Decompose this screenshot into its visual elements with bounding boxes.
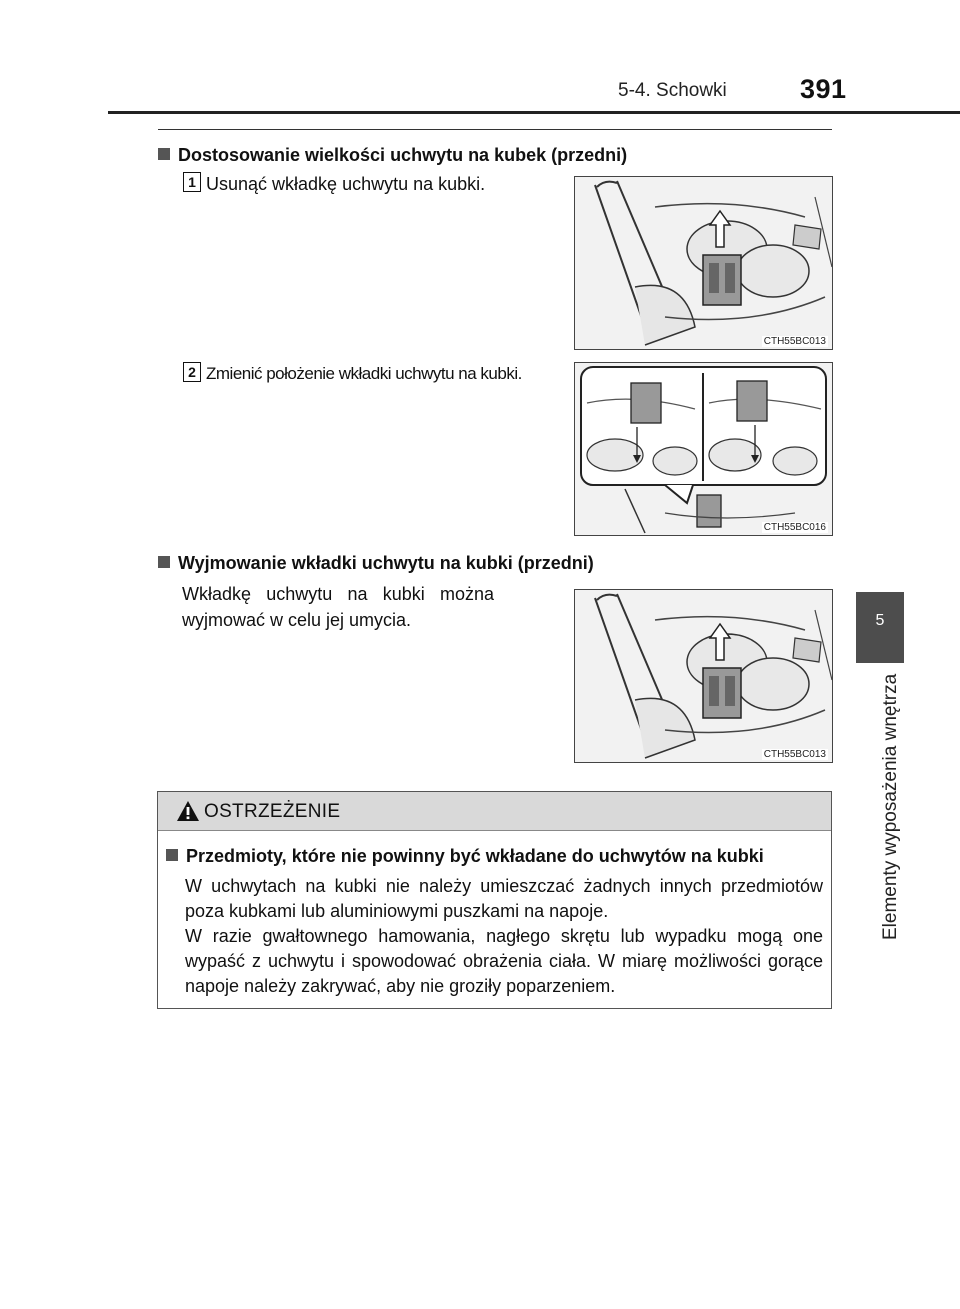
section-heading-remove-text: Wyjmowanie wkładki uchwytu na kubki (przedni) (178, 553, 594, 573)
section-heading-adjust (158, 145, 627, 166)
warning-triangle-icon (176, 800, 200, 822)
header-divider (108, 111, 960, 114)
section-title: 5-4. Schowki (618, 80, 727, 101)
cup-holder-reposition-illustration (575, 363, 832, 535)
figure-remove-insert (574, 176, 833, 350)
figure-reposition-insert (574, 362, 833, 536)
step-1-text: Usunąć wkładkę uchwytu na kubki. (206, 174, 486, 194)
square-bullet-icon (158, 556, 170, 568)
warning-box (157, 791, 832, 1009)
warning-title: OSTRZEŻENIE (204, 801, 341, 822)
removal-text-line-1: Wkładkę uchwytu na kubki można (182, 584, 494, 604)
content-divider (158, 129, 832, 130)
chapter-title: Elementy wyposażenia wnętrza (880, 673, 901, 940)
figure-code: CTH55BC016 (763, 522, 826, 533)
section-heading-remove (158, 553, 594, 574)
warning-heading-text: Przedmioty, które nie powinny być wkładane do uchwytów na kubki (186, 846, 764, 866)
square-bullet-icon (166, 849, 178, 861)
cup-holder-illustration (575, 177, 832, 349)
chapter-tab[interactable] (856, 592, 904, 663)
warning-header (158, 792, 831, 831)
chapter-number: 5 (875, 612, 885, 629)
section-heading-adjust-text: Dostosowanie wielkości uchwytu na kubek (przedni) (178, 145, 628, 165)
step-number-badge: 1 (183, 172, 201, 192)
figure-code: CTH55BC013 (763, 336, 826, 347)
warning-heading (166, 846, 764, 867)
warning-body (185, 874, 823, 999)
removal-text-line-2: wyjmować w celu jej umycia. (182, 610, 412, 630)
cup-holder-cleaning-illustration (575, 590, 832, 762)
figure-code: CTH55BC013 (763, 749, 826, 760)
step-number-badge: 2 (183, 362, 201, 382)
warning-paragraph-1: W uchwytach na kubki nie należy umieszczać żadnych innych przedmiotów poza kubkami lub aluminiowymi puszkami na napoje. (185, 876, 823, 921)
figure-remove-for-cleaning (574, 589, 833, 763)
warning-paragraph-2: W razie gwałtownego hamowania, nagłego skrętu lub wypadku mogą one wypaść z uchwytu i spowodować obrażenia ciała. W miarę możliwości gorące napoje należy zakrywać, aby nie groziły poparzeniem. (185, 926, 823, 996)
step-2-text: Zmienić położenie wkładki uchwytu na kubki. (206, 364, 522, 383)
square-bullet-icon (158, 148, 170, 160)
page-number: 391 (800, 74, 847, 104)
